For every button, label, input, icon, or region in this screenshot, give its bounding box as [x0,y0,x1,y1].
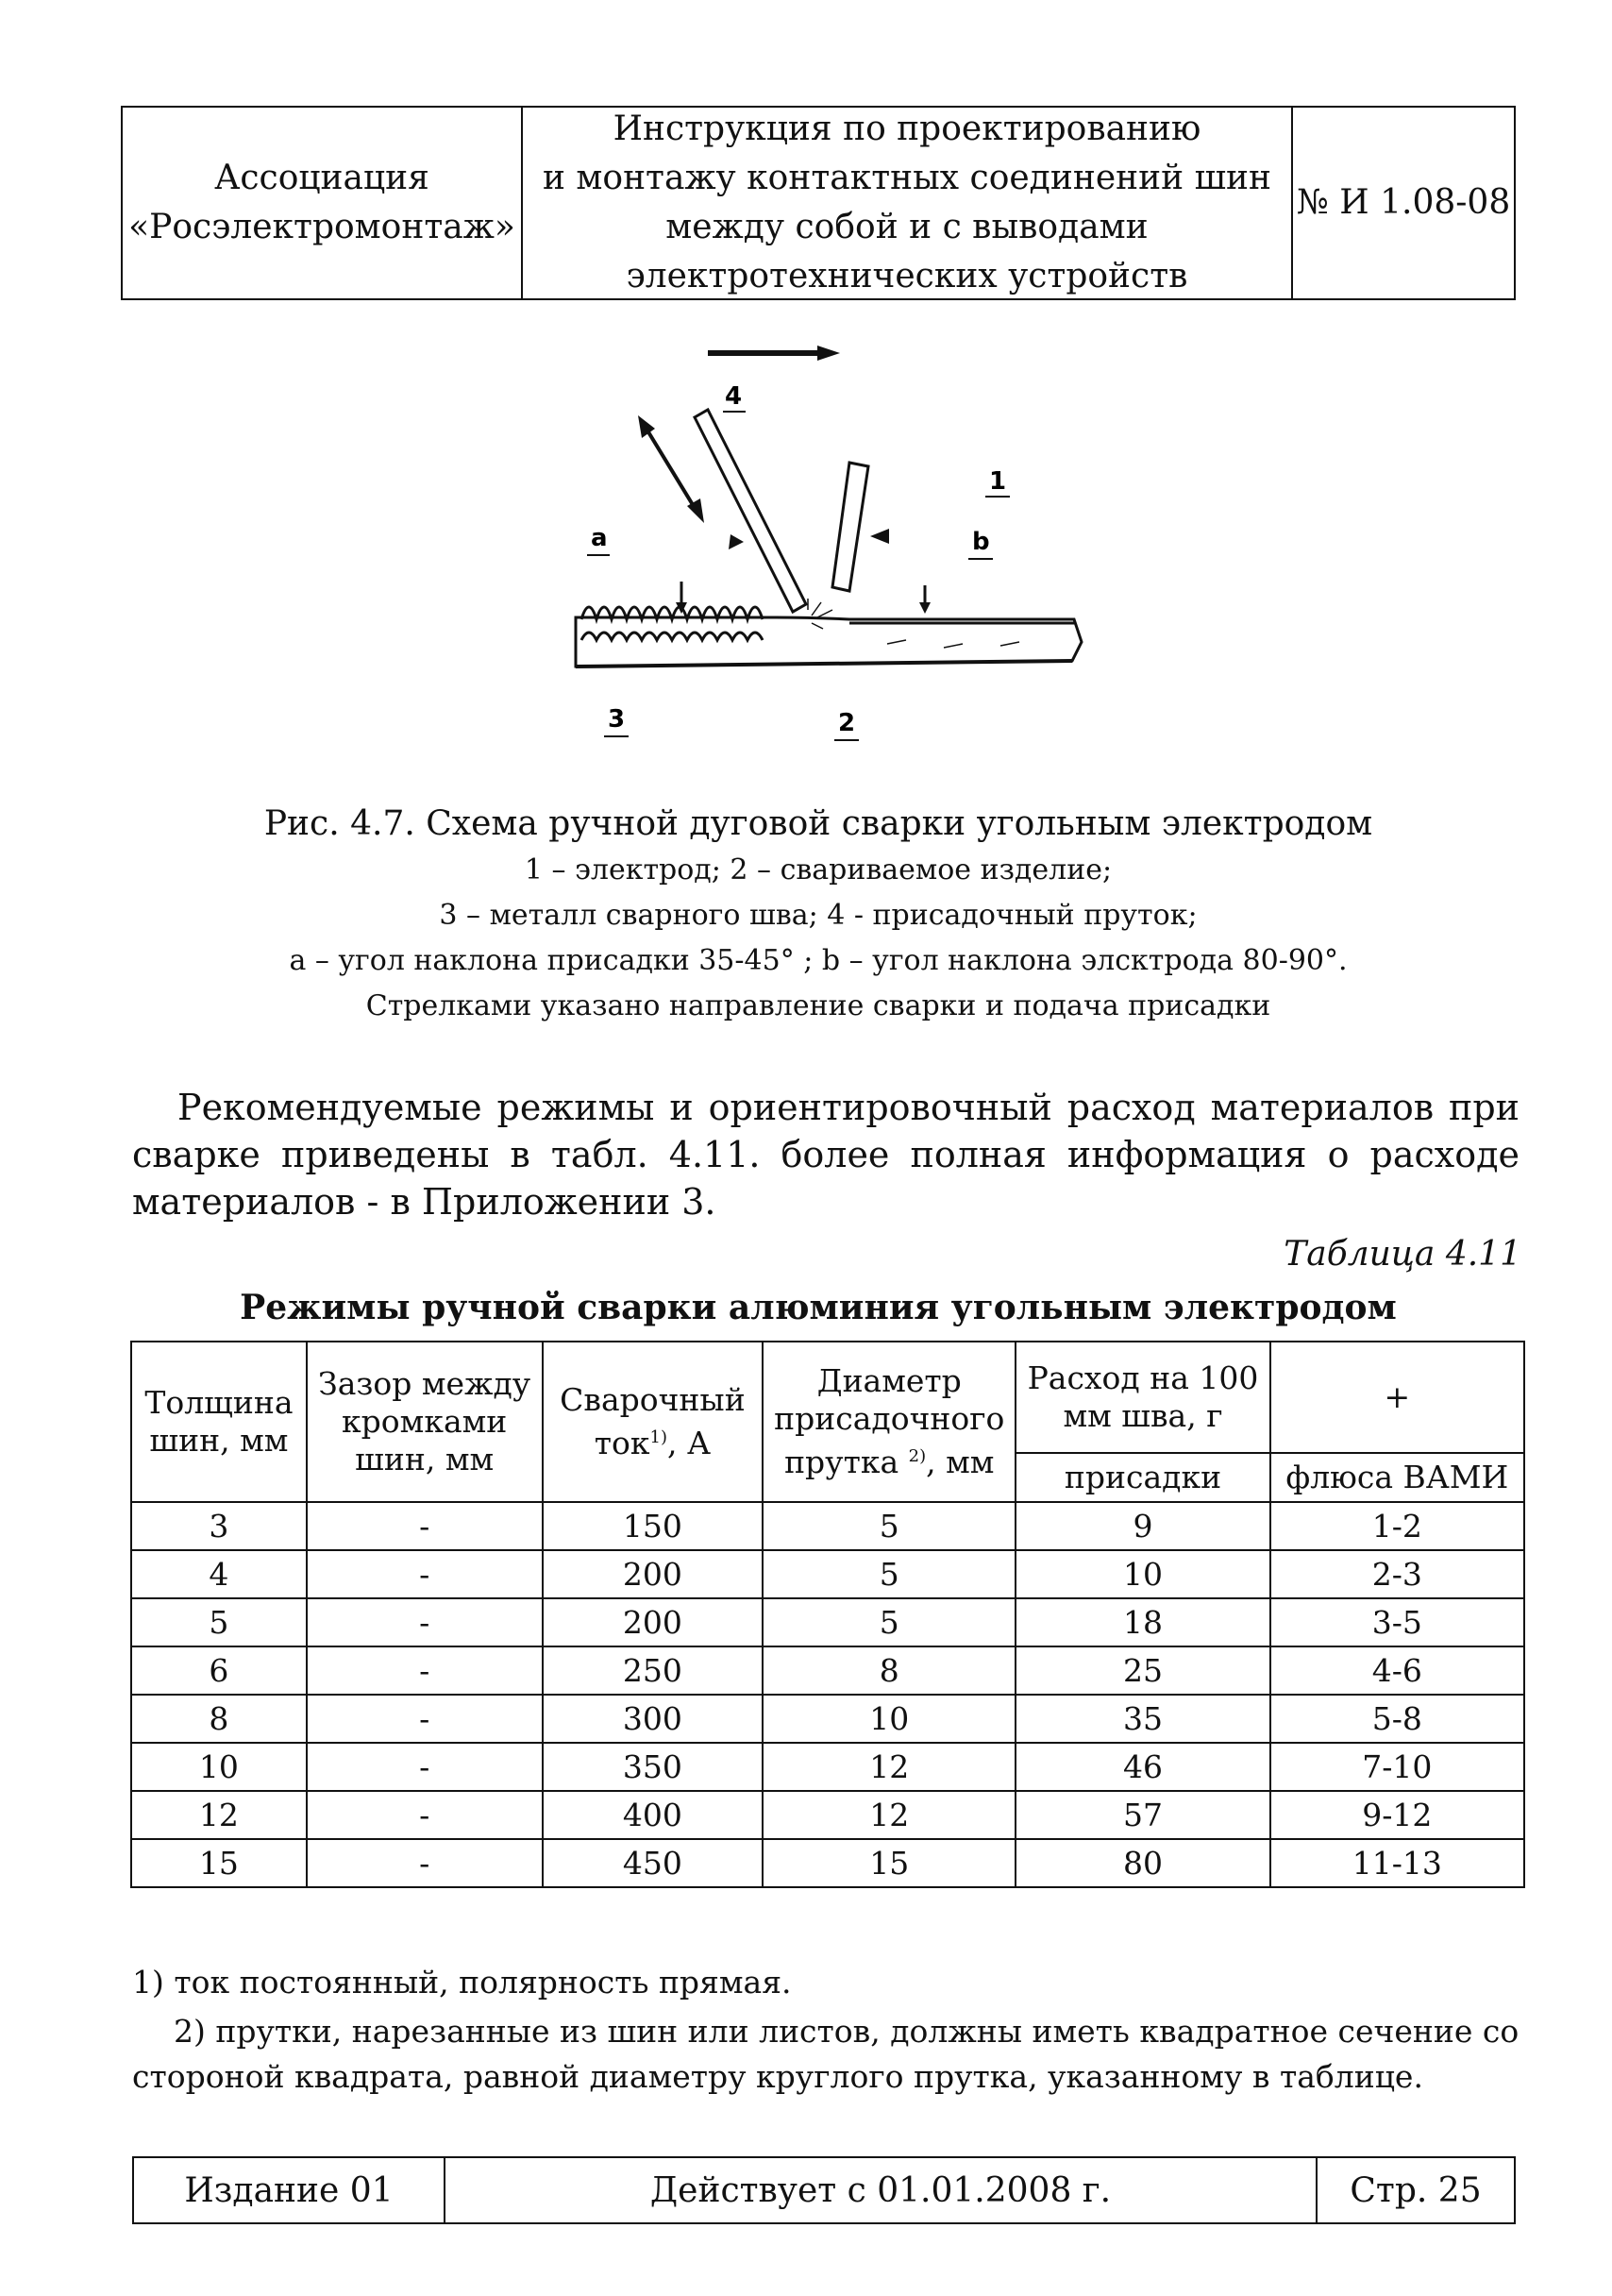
org-line-1: Ассоциация [214,159,429,197]
header-diameter-c: , мм [926,1443,995,1480]
caption-line-1: 1 – электрод; 2 – свариваемое изделие; [524,853,1113,886]
caption-title: Рис. 4.7. Схема ручной дуговой сварки угольным электродом [263,804,1373,843]
header-current [543,1342,764,1502]
table-cell: - [307,1550,543,1598]
table-cell: - [307,1743,543,1791]
body-paragraph: Рекомендуемые режимы и ориентировочный расход материалов при сварке приведены в табл. 4.11. более полная информация о расходе материалов - в Приложении 3. [132,1087,1520,1223]
table-cell: 5 [763,1502,1016,1550]
footer-page-number: Стр. 25 [1350,2170,1482,2210]
table-cell: 1-2 [1270,1502,1524,1550]
table-row [131,1839,1524,1887]
filler-feed-arrow [638,415,704,523]
table-cell: 18 [1016,1598,1270,1646]
table-cell: - [307,1502,543,1550]
header-title [523,108,1293,298]
table-cell: 4-6 [1270,1646,1524,1695]
table-cell: 250 [543,1646,764,1695]
document-header [121,106,1516,300]
table-cell: - [307,1598,543,1646]
table-cell: 8 [131,1695,307,1743]
header-organization [123,108,523,298]
header-gap: Зазор между кромками шин, мм [307,1342,543,1502]
table-cell: 200 [543,1550,764,1598]
footer-edition: Издание 01 [134,2158,445,2222]
footer-valid-from: Действует с 01.01.2008 г. [445,2158,1318,2222]
label-1: 1 [989,467,1007,496]
title-line-4: электротехнических устройств [626,257,1188,295]
table-cell: 5 [763,1598,1016,1646]
title-line-1: Инструкция по проектированию [613,110,1201,148]
table-cell: 7-10 [1270,1743,1524,1791]
table-cell: 46 [1016,1743,1270,1791]
header-diameter-a: Диаметр присадочного [774,1362,1005,1437]
table-cell: 5 [763,1550,1016,1598]
table-cell: 350 [543,1743,764,1791]
header-plus: + [1270,1342,1524,1453]
welding-diagram-svg [529,340,1114,765]
header-filler: присадки [1016,1453,1270,1502]
table-cell: 35 [1016,1695,1270,1743]
header-current-c: , А [667,1425,712,1461]
table-cell: 6 [131,1646,307,1695]
table-row [131,1743,1524,1791]
angle-a-marker [729,534,744,549]
table-cell: 11-13 [1270,1839,1524,1887]
header-current-footnote: 1) [649,1427,668,1447]
table-title: Режимы ручной сварки алюминия угольным электродом [240,1288,1397,1327]
org-line-2: «Росэлектромонтаж» [128,208,515,246]
label-a: a [591,524,608,552]
header-diameter-b: прутка [784,1443,899,1480]
title-line-3: между собой и с выводами [665,208,1149,246]
footnote-2: 2) прутки, нарезанные из шин или листов, должны иметь квадратное сечение со стороной квадрата, равной диаметру круглого прутка, указанному в таблице. [132,2013,1520,2095]
table-cell: 15 [763,1839,1016,1887]
welding-diagram [529,340,1114,765]
table-cell: 10 [1016,1550,1270,1598]
table-cell: - [307,1646,543,1695]
angle-b-marker [870,529,889,544]
header-diameter-footnote: 2) [908,1446,927,1466]
figure-caption [121,801,1516,1029]
table-cell: - [307,1791,543,1839]
table-cell: 12 [763,1791,1016,1839]
table-reference: Таблица 4.11 [1284,1235,1521,1274]
table-cell: 450 [543,1839,764,1887]
header-current-a: Сварочный [560,1381,746,1418]
table-row [131,1598,1524,1646]
table-cell: 25 [1016,1646,1270,1695]
header-flux: флюса ВАМИ [1270,1453,1524,1502]
table-cell: 2-3 [1270,1550,1524,1598]
label-2: 2 [838,709,856,737]
table-cell: 80 [1016,1839,1270,1887]
table-cell: 400 [543,1791,764,1839]
header-current-b: ток [594,1425,650,1461]
workpiece-plate [576,617,1082,667]
label-b: b [972,528,990,556]
table-cell: 10 [131,1743,307,1791]
title-line-2: и монтажу контактных соединений шин [542,159,1272,197]
table-cell: 300 [543,1695,764,1743]
table-row [131,1791,1524,1839]
table-cell: 150 [543,1502,764,1550]
table-cell: 15 [131,1839,307,1887]
table-cell: 57 [1016,1791,1270,1839]
caption-line-3: а – угол наклона присадки 35-45° ; b – угол наклона элсктрода 80-90°. [289,944,1348,977]
header-consumption: Расход на 100 мм шва, г [1016,1342,1270,1453]
header-thickness: Толщина шин, мм [131,1342,307,1502]
table-cell: 4 [131,1550,307,1598]
table-cell: 12 [763,1743,1016,1791]
label-3: 3 [608,705,626,734]
table-cell: 5-8 [1270,1695,1524,1743]
caption-line-4: Стрелками указано направление сварки и подача присадки [365,989,1271,1022]
table-cell: 200 [543,1598,764,1646]
header-diameter [763,1342,1016,1502]
table-cell: 3-5 [1270,1598,1524,1646]
table-row [131,1646,1524,1695]
header-doc-number: № И 1.08-08 [1296,183,1511,222]
table-row [131,1502,1524,1550]
document-footer [132,2156,1516,2224]
table-cell: 9 [1016,1502,1270,1550]
table-cell: - [307,1839,543,1887]
table-cell: 9-12 [1270,1791,1524,1839]
table-cell: 8 [763,1646,1016,1695]
footnote-1: 1) ток постоянный, полярность прямая. [132,1964,792,2001]
table-cell: - [307,1695,543,1743]
table-row [131,1550,1524,1598]
table-cell: 10 [763,1695,1016,1743]
table-cell: 12 [131,1791,307,1839]
table-row [131,1695,1524,1743]
welding-modes-table [130,1341,1525,1888]
table-cell: 3 [131,1502,307,1550]
label-4: 4 [725,382,743,411]
electrode [832,463,868,591]
filler-rod [695,410,806,612]
welding-direction-arrow [708,346,840,361]
table-cell: 5 [131,1598,307,1646]
caption-line-2: 3 – металл сварного шва; 4 - присадочный пруток; [439,899,1198,932]
